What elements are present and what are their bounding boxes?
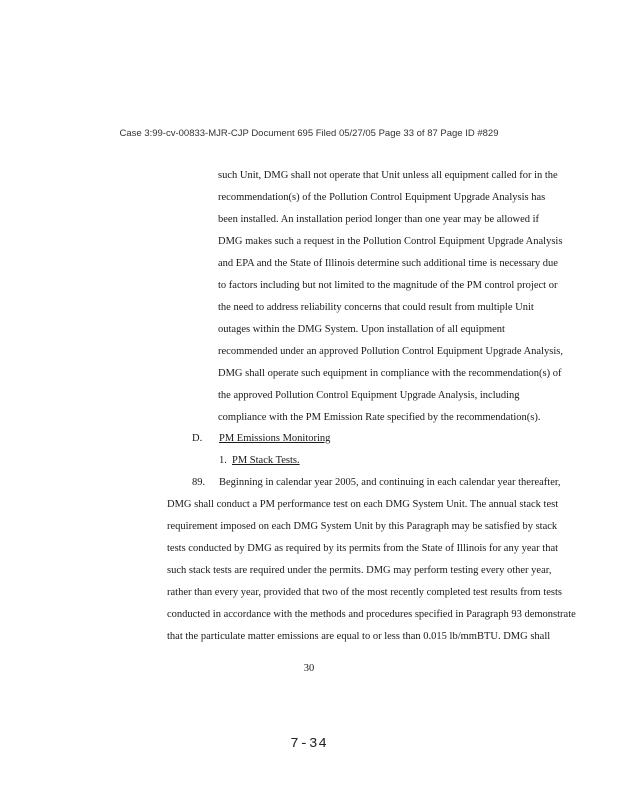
case-header: Case 3:99-cv-00833-MJR-CJP Document 695 Filed 05/27/05 Page 33 of 87 Page ID #829 xyxy=(119,128,499,139)
page-number: 30 xyxy=(303,663,315,674)
paragraph-89-number: 89. xyxy=(192,477,206,488)
text-line: been installed. An installation period longer than one year may be allowed if xyxy=(218,214,540,225)
text-line: DMG shall conduct a PM performance test on each DMG System Unit. The annual stack test xyxy=(167,499,559,510)
text-line: requirement imposed on each DMG System Unit by this Paragraph may be satisfied by stack xyxy=(167,521,558,532)
subsection-1-title: PM Stack Tests. xyxy=(232,455,300,466)
text-line: Beginning in calendar year 2005, and continuing in each calendar year thereafter, xyxy=(219,477,561,488)
text-line: recommended under an approved Pollution Control Equipment Upgrade Analysis, xyxy=(218,346,563,357)
text-line: recommendation(s) of the Pollution Control Equipment Upgrade Analysis has xyxy=(218,192,546,203)
section-d-title: PM Emissions Monitoring xyxy=(219,433,331,444)
text-line: to factors including but not limited to the magnitude of the PM control project or xyxy=(218,280,558,291)
subsection-1-number: 1. xyxy=(219,455,227,466)
text-line: such stack tests are required under the permits. DMG may perform testing every other year, xyxy=(167,565,552,576)
text-line: DMG makes such a request in the Pollution Control Equipment Upgrade Analysis xyxy=(218,236,563,247)
text-line: outages within the DMG System. Upon installation of all equipment xyxy=(218,324,505,335)
exhibit-page-number: 7-34 xyxy=(290,736,328,752)
text-line: rather than every year, provided that two of the most recently completed test results from tests xyxy=(167,587,562,598)
text-line: tests conducted by DMG as required by its permits from the State of Illinois for any year that xyxy=(167,543,559,554)
text-line: conducted in accordance with the methods and procedures specified in Paragraph 93 demonstrate xyxy=(167,609,576,620)
text-line: that the particulate matter emissions are equal to or less than 0.015 lb/mmBTU. DMG shall xyxy=(167,631,551,642)
text-line: compliance with the PM Emission Rate specified by the recommendation(s). xyxy=(218,412,541,423)
text-line: and EPA and the State of Illinois determine such additional time is necessary due xyxy=(218,258,558,269)
text-line: DMG shall operate such equipment in compliance with the recommendation(s) of xyxy=(218,368,562,379)
text-line: the approved Pollution Control Equipment Upgrade Analysis, including xyxy=(218,390,520,401)
section-d-letter: D. xyxy=(192,433,203,444)
text-line: the need to address reliability concerns that could result from multiple Unit xyxy=(218,302,534,313)
text-line: such Unit, DMG shall not operate that Unit unless all equipment called for in the xyxy=(218,170,558,181)
